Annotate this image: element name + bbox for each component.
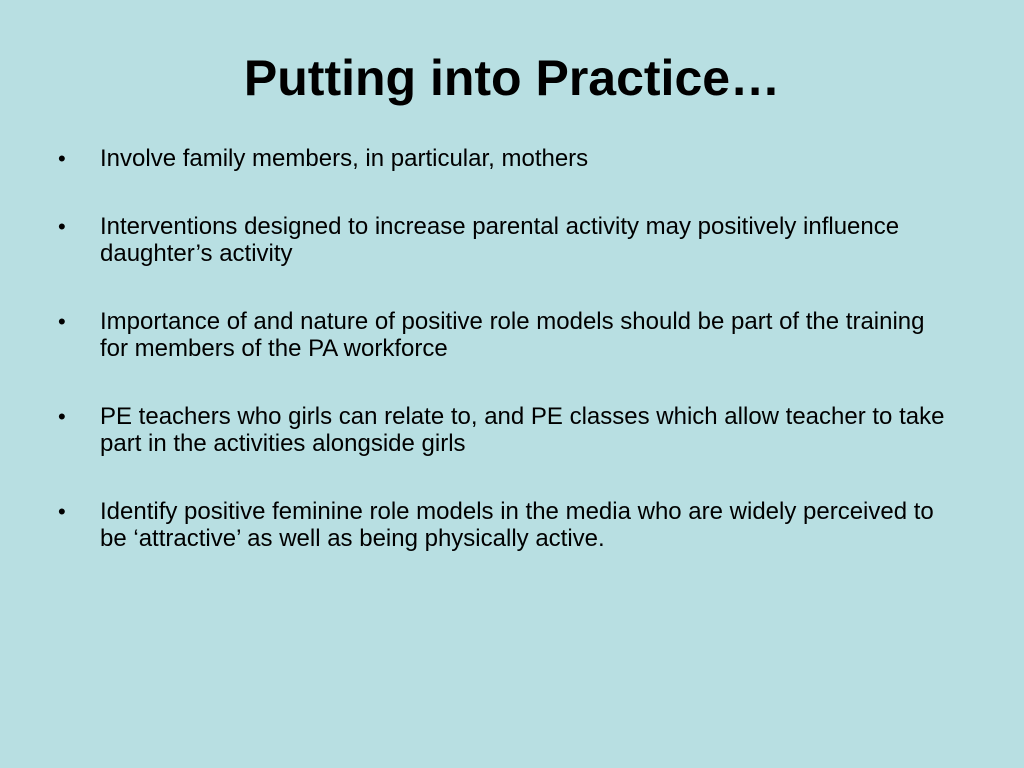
bullet-item: [56, 308, 956, 362]
bullet-icon: •: [58, 309, 66, 334]
bullet-icon: •: [58, 214, 66, 239]
bullet-icon: •: [58, 146, 66, 171]
bullet-text: Interventions designed to increase parental activity may positively influence daughter’s activity: [100, 213, 900, 267]
bullet-item: [56, 213, 956, 267]
bullet-text: Identify positive feminine role models in the media who are widely perceived to be ‘attractive’ as well as being physically active.: [100, 498, 934, 552]
bullet-text: PE teachers who girls can relate to, and PE classes which allow teacher to take part in the activities alongside girls: [100, 403, 945, 457]
bullet-item: [56, 145, 956, 172]
bullet-icon: •: [58, 499, 66, 524]
bullet-icon: •: [58, 404, 66, 429]
slide-title: Putting into Practice…: [243, 50, 781, 106]
bullet-text: Involve family members, in particular, mothers: [100, 145, 589, 172]
bullet-text: Importance of and nature of positive role models should be part of the training for members of the PA workforce: [100, 308, 925, 362]
bullet-list: [56, 145, 956, 593]
bullet-item: [56, 403, 956, 457]
bullet-item: [56, 498, 956, 552]
